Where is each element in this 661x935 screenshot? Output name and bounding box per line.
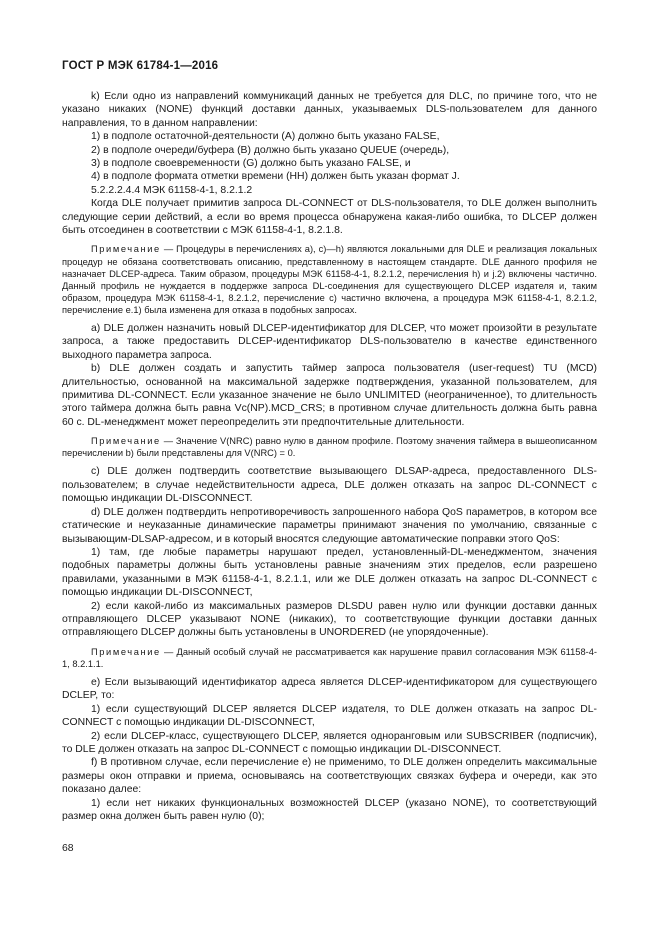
body-paragraph: a) DLE должен назначить новый DLCEP-идентификатор для DLCEP, что может произойти в результате запроса, а также предоставить DLCEP-идентификатор DLS-пользователю в качестве единственного выходного параметра запроса.	[62, 323, 597, 361]
note-label: Примечание	[91, 436, 161, 447]
page-number: 68	[62, 843, 74, 854]
body-paragraph: e) Если вызывающий идентификатор адреса является DLCEP-идентификатором для существующего DCLEP, то:	[62, 676, 597, 702]
body-paragraph: b) DLE должен создать и запустить таймер запроса пользователя (user-request) TU (MCD) длительностью, основанной на максимальной задержке подтверждения, указанной пользователем, для примитива DL-CONNECT. Если указанное значение не было UNLIMITED (неограниченное), то длительность этого таймера должна быть равна Vc(NP).MCD_CRS; в противном случае длительность должна быть равна 60 с. DL-менеджмент может переопределить эти предпочтительные длительности.	[62, 363, 597, 428]
body-paragraph: 2) если какой-либо из максимальных размеров DLSDU равен нулю или функции доставки данных отправляющего DLCEP указывают NONE (никаких), то соответствующие функции доставки данных отправляющего DLCEP должны быть установлены в UNORDERED (не упорядоченные).	[62, 600, 597, 639]
note-paragraph	[62, 243, 597, 316]
body-paragraph: 1) там, где любые параметры нарушают предел, установленный-DL-менеджментом, значения подобных параметры должны быть установлены равные значениям этих пределов, если разрешено правилами, указанными в МЭК 61158-4-1, 8.2.1.1, или же DLE должен отказать на запрос DL-CONNECT с помощью индикации DL-DISCONNECT,	[62, 546, 597, 599]
body-paragraph: 4) в подполе формата отметки времени (HH) должен быть указан формат J.	[91, 171, 460, 183]
document-body	[62, 90, 597, 823]
body-paragraph: 1) если нет никаких функциональных возможностей DLCEP (указано NONE), то соответствующий размер окна должен быть равен нулю (0);	[62, 797, 597, 822]
body-paragraph: 3) в подполе своевременности (G) должно быть указано FALSE, и	[91, 158, 411, 170]
body-paragraph: 5.2.2.2.4.4 МЭК 61158-4-1, 8.2.1.2	[91, 184, 253, 196]
note-text: — Значение V(NRC) равно нулю в данном профиле. Поэтому значения таймера в вышеописанном перечислении b) были представлены для V(NRC) = 0.	[62, 436, 597, 459]
note-paragraph	[62, 646, 597, 670]
note-paragraph	[62, 435, 597, 459]
body-paragraph: 2) в подполе очереди/буфера (B) должно быть указано QUEUE (очередь),	[91, 144, 450, 156]
note-label: Примечание	[91, 646, 161, 657]
body-paragraph: d) DLE должен подтвердить непротиворечивость запрошенного набора QoS параметров, в котором все статические и неуказанные динамические параметры принимают значения по умолчанию, связанные с вызывающим-DLSAP-адресом, и в который вносятся следующие автоматические поправки этого QoS:	[62, 506, 597, 545]
note-text: — Данный особый случай не рассматривается как нарушение правил согласования МЭК 61158-4-1, 8.2.1.1.	[62, 646, 597, 669]
body-paragraph: 1) в подполе остаточной-деятельности (A) должно быть указано FALSE,	[91, 131, 440, 143]
body-paragraph: 2) если DLCEP-класс, существующего DLCEP, является одноранговым или SUBSCRIBER (подписчик), то DLE должен отказать на запрос DL-CONNECT с помощью индикации DL-DISCONNECT.	[62, 730, 597, 755]
body-paragraph: Когда DLE получает примитив запроса DL-CONNECT от DLS-пользователя, то DLE должен выполнить следующие серии действий, а если во время процесса обнаружена какая-либо ошибка, то DLCEP должен быть отсоединен в соответствии с МЭК 61158-4-1, 8.2.1.8.	[62, 198, 597, 237]
document-header: ГОСТ Р МЭК 61784-1—2016	[62, 60, 219, 72]
note-label: Примечание	[91, 244, 161, 255]
body-paragraph: c) DLE должен подтвердить соответствие вызывающего DLSAP-адреса, предоставленного DLS-пользователем; в случае недействительности адреса, DLE должен отказать на запрос DL-CONNECT с помощью индикации DL-DISCONNECT.	[62, 466, 597, 505]
body-paragraph: 1) если существующий DLCEP является DLCEP издателя, то DLE должен отказать на запрос DL-CONNECT с помощью индикации DL-DISCONNECT,	[62, 703, 597, 729]
note-text: — Процедуры в перечислениях а), c)—h) являются локальными для DLE и реализация локальных процедур не обязана соответствовать описанию, представленному в настоящем стандарте. DLE данного профиля не назначает DLCEP-адреса. Таким образом, процедуры МЭК 61158-4-1, 8.2.1.2, перечисления h) и j.2) включены частично. Данный профиль не нуждается в поддержке запроса DL-соединения для существующего DLCEP издателя и, таким образом, процедура МЭК 61158-4-1, 8.2.1.2, перечисление c) частично включена, а процедура МЭК 61158-4-1, 8.2.1.2, перечисление e.1) была изменена для отказа в подобных запросах.	[62, 244, 597, 315]
body-paragraph: f) В противном случае, если перечисление e) не применимо, то DLE должен определить максимальные размеры окон отправки и приема, основываясь на соответствующих связках буфера и очереди, как это показано далее:	[62, 757, 597, 796]
body-paragraph: k) Если одно из направлений коммуникаций данных не требуется для DLC, по причине того, что не указано никаких (NONE) функций доставки данных, указываемых DLS-пользователем для данного направления, то в данном направлении:	[62, 91, 597, 129]
